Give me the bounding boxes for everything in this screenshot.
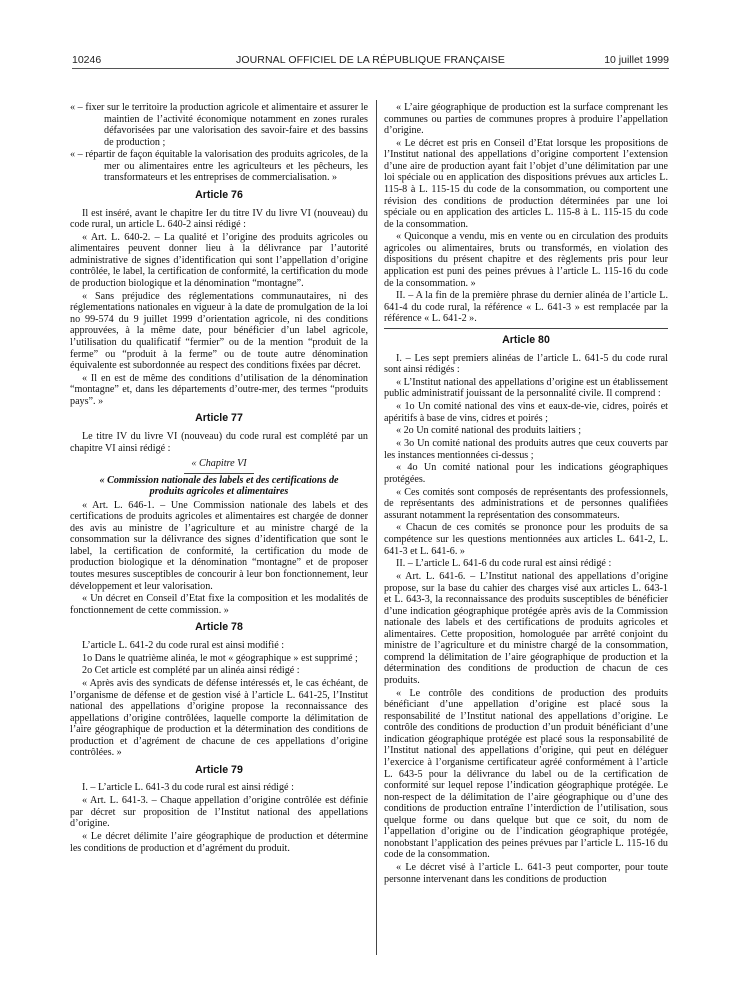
paragraph: « Le contrôle des conditions de production des produits bénéficiant d’une appellation d’origine est placé sous la responsabilité de l’Institut national des appellations d’origine. Le contrôle des conditions de production d’un produit bénéficiant d’une indication géographique protégée est placé sous la responsabilité de l’Institut national des appellations d’origine, qui peut en déléguer l’exercice à l’organisme certificateur agréé conformément à l’article L. 643-5 pour la délivrance du label ou de la certification de conformité sur lequel repose l’indication géographique protégée. Le non-respect de la délimitation de l’aire géographique ou d’une des conditions de production entraîne l’interdiction de l’utilisation, sous quelque forme ou dans quelque but que ce soit, du nom de l’appellation d’origine ou de l’indication géographique protégée, nonobstant l’application des peines prévues par l’article L. 115-16 du code de la consommation. (384, 687, 668, 861)
paragraph: « Art. L. 640-2. – La qualité et l’origine des produits agricoles ou alimentaires peuvent donner lieu à la délivrance par l’autorité administrative de signes d’identification qui sont l’appellation d’origine contrôlée, le label, la certification de conformité, la certification du mode de production biologique et la dénomination “montagne”. (70, 231, 368, 290)
page-number: 10246 (72, 54, 102, 66)
paragraph: « 3o Un comité national des produits autres que ceux couverts par les instances mentionnées ci-dessus ; (384, 438, 668, 461)
paragraph: II. – A la fin de la première phrase du dernier alinéa de l’article L. 641-4 du code rural, la référence « L. 641-3 » est remplacée par la référence « L. 641-2 ». (384, 290, 668, 325)
paragraph: I. – L’article L. 641-3 du code rural est ainsi rédigé : (82, 782, 294, 794)
right-column (384, 102, 668, 886)
paragraph: « L’aire géographique de production est la surface comprenant les communes ou parties de communes propres à produire l’appellation d’origine. (384, 102, 668, 137)
paragraph: L’article L. 641-2 du code rural est ainsi modifié : (82, 639, 285, 651)
paragraph: 2o Cet article est complété par un alinéa ainsi rédigé : (82, 665, 300, 677)
article-heading: Article 79 (195, 763, 243, 776)
paragraph: I. – Les sept premiers alinéas de l’article L. 641-5 du code rural sont ainsi rédigés : (384, 352, 668, 376)
article-heading: Article 77 (195, 412, 243, 425)
paragraph: « 2o Un comité national des produits laitiers ; (396, 425, 582, 437)
paragraph: « 4o Un comité national pour les indications géographiques protégées. (384, 462, 668, 485)
column-rule (376, 100, 377, 955)
page-header (72, 54, 669, 69)
paragraph: « L’Institut national des appellations d’origine est un établissement public administratif jouissant de la personnalité civile. Il comprend : (384, 376, 668, 400)
divider (384, 328, 668, 329)
bullet-item: « – fixer sur le territoire la production agricole et alimentaire et assurer le maintien de l’activité économique notamment en zones rurales défavorisées par une valorisation des savoir-faire et des bassins de production ; (70, 102, 368, 148)
paragraph: « Art. L. 641-3. – Chaque appellation d’origine contrôlée est définie par décret sur proposition de l’Institut national des appellations d’origine. (70, 795, 368, 830)
paragraph: « Art. L. 641-6. – L’Institut national des appellations d’origine propose, sur la base du cahier des charges visé aux articles L. 643-1 et L. 643-3, la reconnaissance des produits susceptibles de bénéficier d’une indication géographique protégée après avis de la Commission nationale des labels et des certifications de produits agricoles et alimentaires. Cette proposition, homologuée par arrêté conjoint du ministre de l’agriculture et du ministre chargé de la consommation, comprend la délimitation de l’aire géographique de production et la détermination des conditions de production de chacun de ces produits. (384, 571, 668, 686)
paragraph: « Sans préjudice des réglementations communautaires, ni des réglementations nationales en vigueur à la date de promulgation de la loi no 99-574 du 9 juillet 1999 d’orientation agricole, ni des conditions approuvées, à la même date, pour bénéficier d’un label agricole, l’utilisation du qualificatif “fermier” ou de la mention “produit de la ferme” ou “produit à la ferme” ou de toute autre dénomination équivalente est subordonnée au respect des conditions fixées par décret. (70, 290, 368, 372)
paragraph: II. – L’article L. 641-6 du code rural est ainsi rédigé : (396, 558, 612, 570)
issue-date: 10 juillet 1999 (604, 54, 669, 66)
paragraph: « Il en est de même des conditions d’utilisation de la dénomination “montagne” et, dans les départements d’outre-mer, des termes “produits pays”. » (70, 372, 368, 407)
paragraph: « Art. L. 646-1. – Une Commission nationale des labels et des certifications de produits agricoles et alimentaires est chargée de donner des avis au ministre de l’agriculture et au ministre chargé de la consommation sur la délivrance des signes d’identification que sont le label, la certification de conformité, la certification du mode de production biologique et la dénomination “montagne” et de proposer toutes mesures susceptibles de concourir à leur bon fonctionnement, leur développement et leur valorisation. (70, 499, 368, 592)
paragraph: Le titre IV du livre VI (nouveau) du code rural est complété par un chapitre VI ainsi rédigé : (70, 430, 368, 454)
paragraph: « Quiconque a vendu, mis en vente ou en circulation des produits agricoles ou alimentaires, bruts ou transformés, en violation des dispositions du présent chapitre et des règlements pris pour leur application est puni des peines prévues à l’article L. 115-16 du code de la consommation. » (384, 231, 668, 289)
bullet-item: « – répartir de façon équitable la valorisation des produits agricoles, de la mer ou alimentaires entre les agriculteurs et les pêcheurs, les transformateurs et les entreprises de commercialisation. » (70, 149, 368, 184)
chapter-heading: « Chapitre VI (191, 458, 247, 470)
journal-title: JOURNAL OFFICIEL DE LA RÉPUBLIQUE FRANÇAISE (236, 54, 505, 66)
article-heading: Article 76 (195, 189, 243, 202)
article-heading: Article 80 (502, 333, 550, 346)
article-heading: Article 78 (195, 621, 243, 634)
paragraph: « Un décret en Conseil d’Etat fixe la composition et les modalités de fonctionnement de cette commission. » (70, 593, 368, 616)
chapter-title: « Commission nationale des labels et des certifications de produits agricoles et alimentaires (99, 474, 339, 498)
paragraph: « Le décret est pris en Conseil d’Etat lorsque les propositions de l’Institut national des appellations d’origine comportent l’extension d’une aire de production ayant fait l’objet d’une délimitation par une loi spéciale ou en application des dispositions prévues aux articles L. 115-8 à L. 115-15 du code de la consommation, ou comportent une révision des conditions de production déterminées par une loi spéciale ou en application des articles L. 115-8 à L. 115-15 du code de la consommation. (384, 137, 668, 230)
paragraph: « 1o Un comité national des vins et eaux-de-vie, cidres, poirés et apéritifs à base de vins, cidres et poirés ; (384, 401, 668, 424)
paragraph: « Chacun de ces comités se prononce pour les produits de sa compétence sur les questions mentionnées aux articles L. 641-2, L. 641-3 et L. 641-6. » (384, 522, 668, 557)
paragraph: « Ces comités sont composés de représentants des professionnels, de représentants des administrations et de personnes qualifiées assurant notamment la représentation des consommateurs. (384, 486, 668, 521)
paragraph: Il est inséré, avant le chapitre Ier du titre IV du livre VI (nouveau) du code rural, un article L. 640-2 ainsi rédigé : (70, 207, 368, 231)
paragraph: « Le décret délimite l’aire géographique de production et détermine les conditions de production et d’agrément du produit. (70, 831, 368, 854)
paragraph: « Après avis des syndicats de défense intéressés et, le cas échéant, de l’organisme de défense et de gestion visé à l’article L. 641-25, l’Institut national des appellations d’origine propose la reconnaissance des appellations d’origine contrôlées, laquelle comporte la délimitation de l’aire géographique de production et la détermination des conditions de production et d’agrément de chacune de ces appellations d’origine contrôlées. » (70, 678, 368, 759)
paragraph: « Le décret visé à l’article L. 641-3 peut comporter, pour toute personne intervenant dans les conditions de production (384, 862, 668, 885)
paragraph: 1o Dans le quatrième alinéa, le mot « géographique » est supprimé ; (82, 652, 358, 664)
divider (184, 473, 254, 474)
left-column (70, 102, 368, 855)
